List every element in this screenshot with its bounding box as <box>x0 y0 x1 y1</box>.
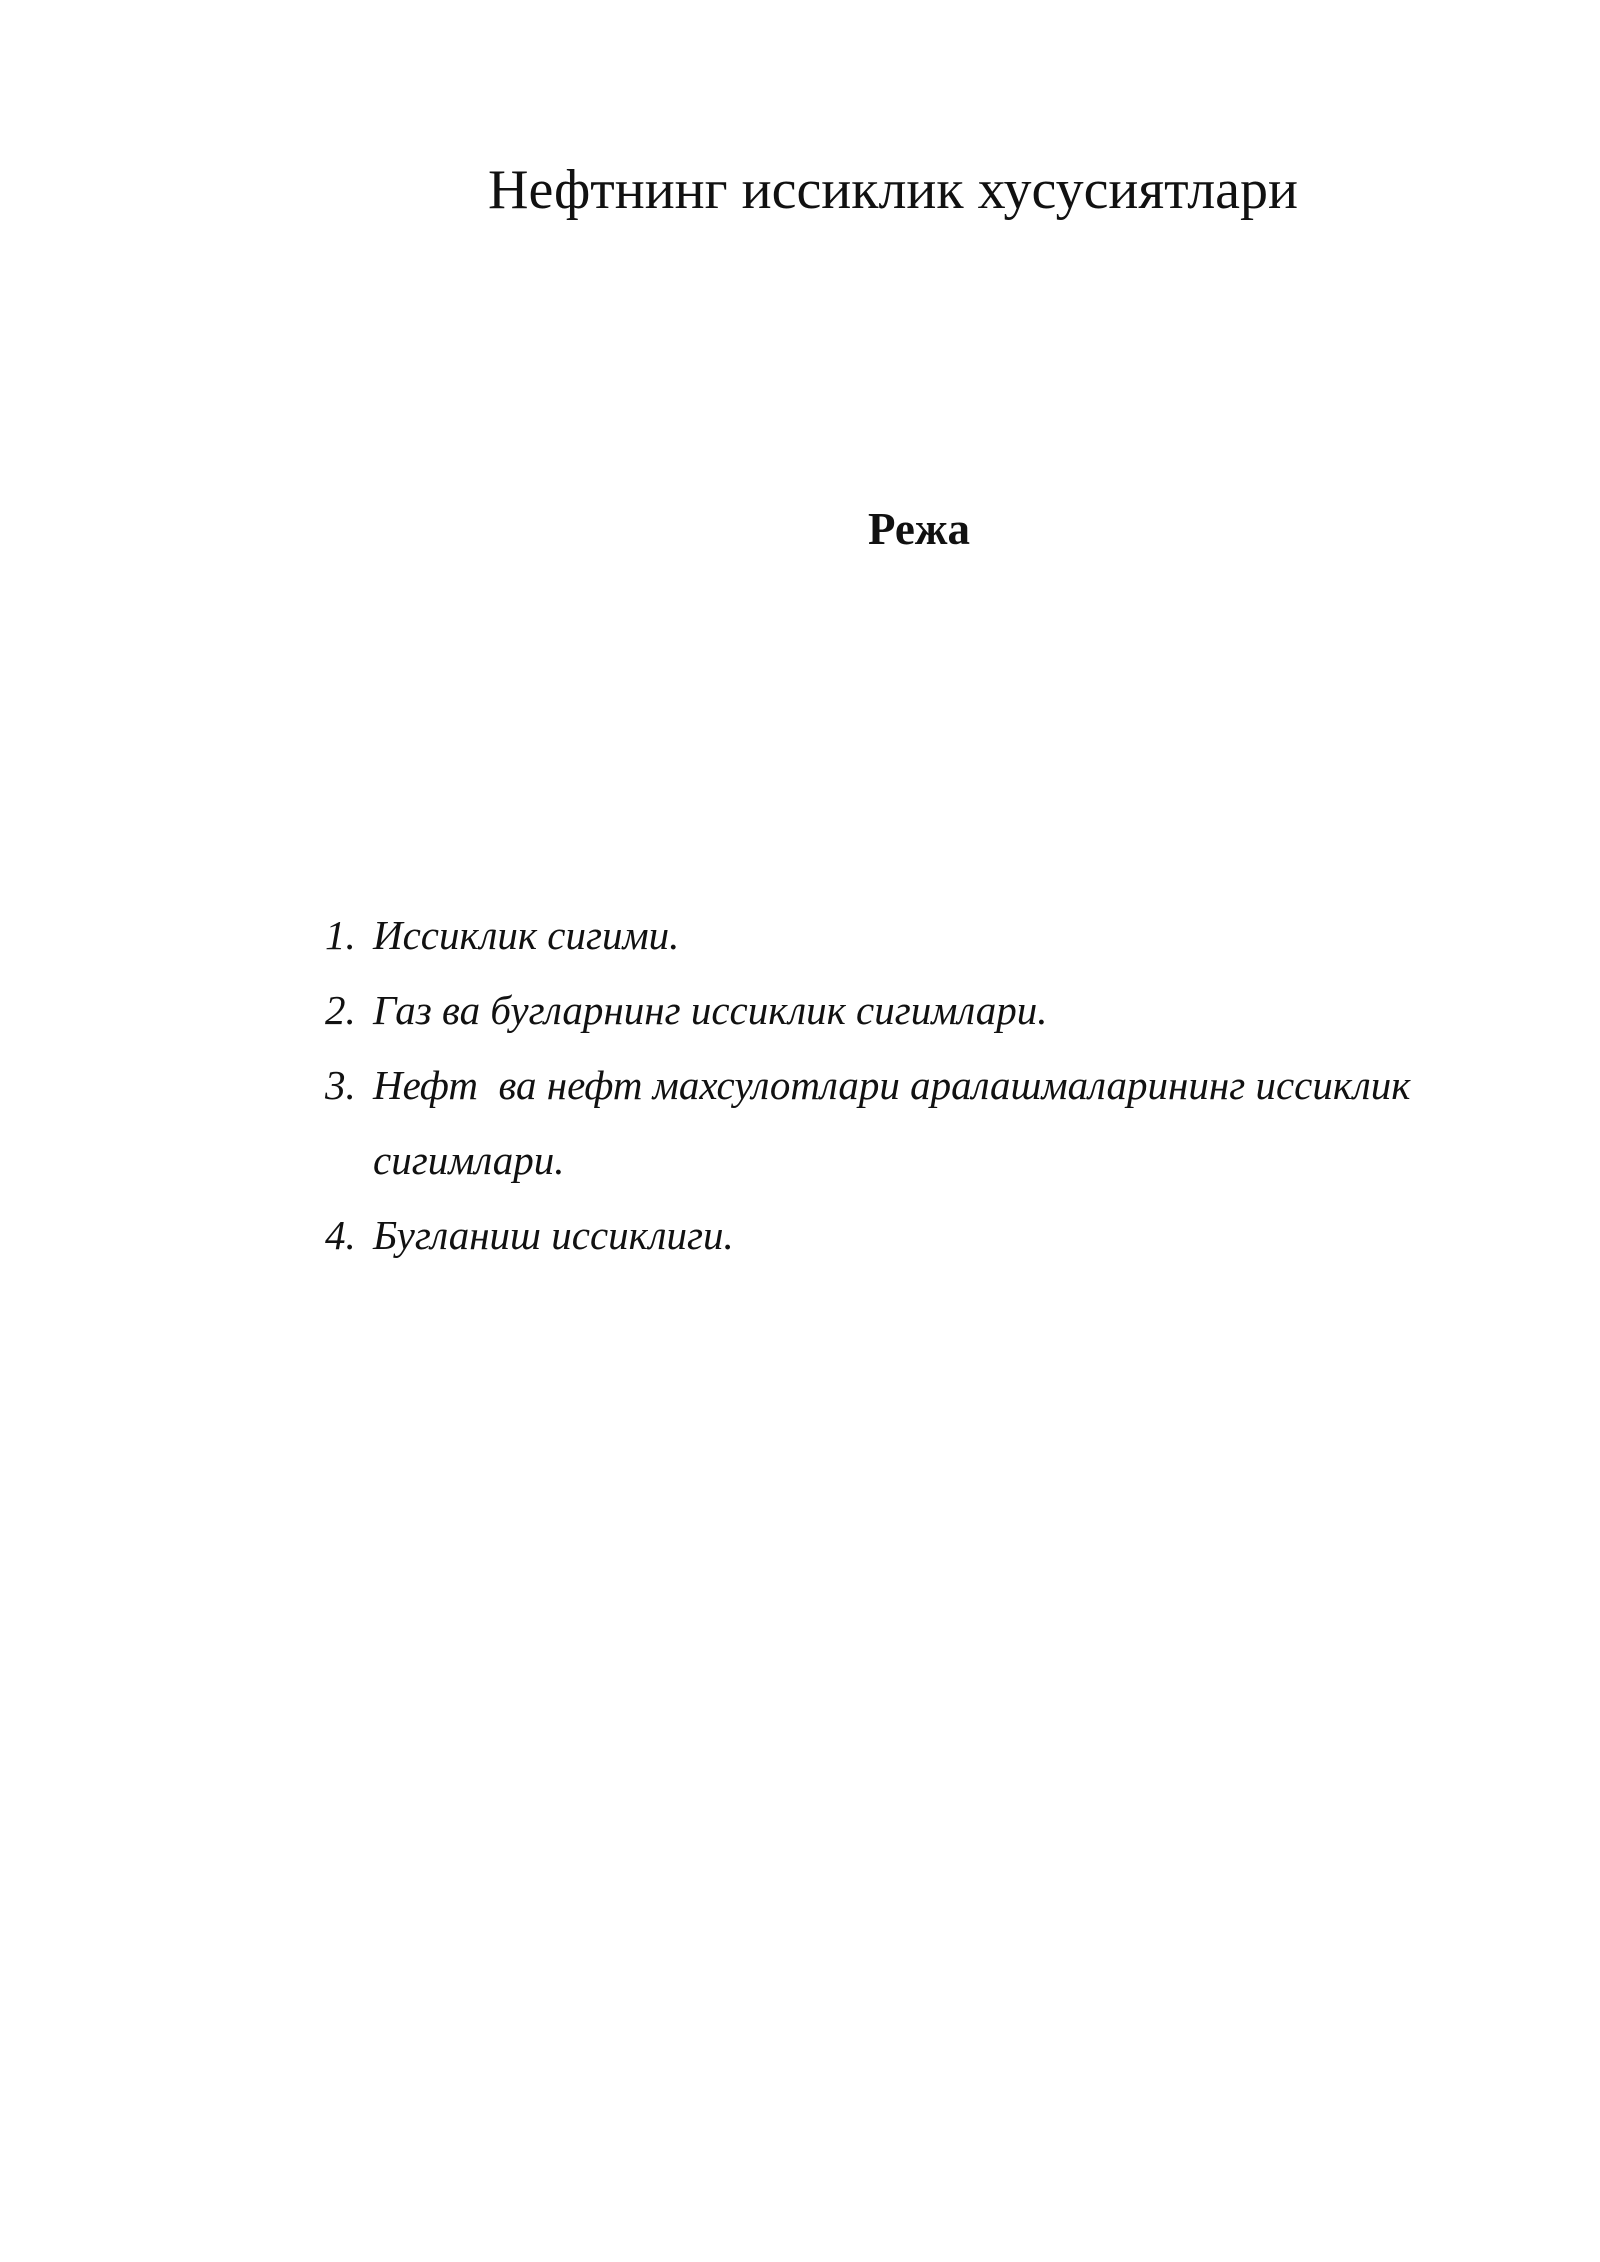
list-item-number: 3. <box>325 1062 356 1108</box>
list-item <box>325 973 1525 1048</box>
list-item-text: Иссиклик сигими. <box>373 912 680 958</box>
list-item-number: 1. <box>325 912 356 958</box>
list-item-text: Бугланиш иссиклиги. <box>373 1212 734 1258</box>
plan-list <box>325 898 1525 1273</box>
page-title: Нефтнинг иссиклик хусусиятлари <box>488 159 1299 221</box>
list-item <box>325 898 1525 973</box>
plan-heading: Режа <box>868 504 970 554</box>
list-item-text: Газ ва бугларнинг иссиклик сигимлари. <box>373 987 1048 1033</box>
list-item-number: 4. <box>325 1212 356 1258</box>
list-item <box>325 1048 1525 1198</box>
list-item-text: Нефт ва нефт махсулотлари аралашмаларининг иссиклик сигимлари. <box>373 1062 1421 1183</box>
list-item <box>325 1198 1525 1273</box>
list-item-number: 2. <box>325 987 356 1033</box>
